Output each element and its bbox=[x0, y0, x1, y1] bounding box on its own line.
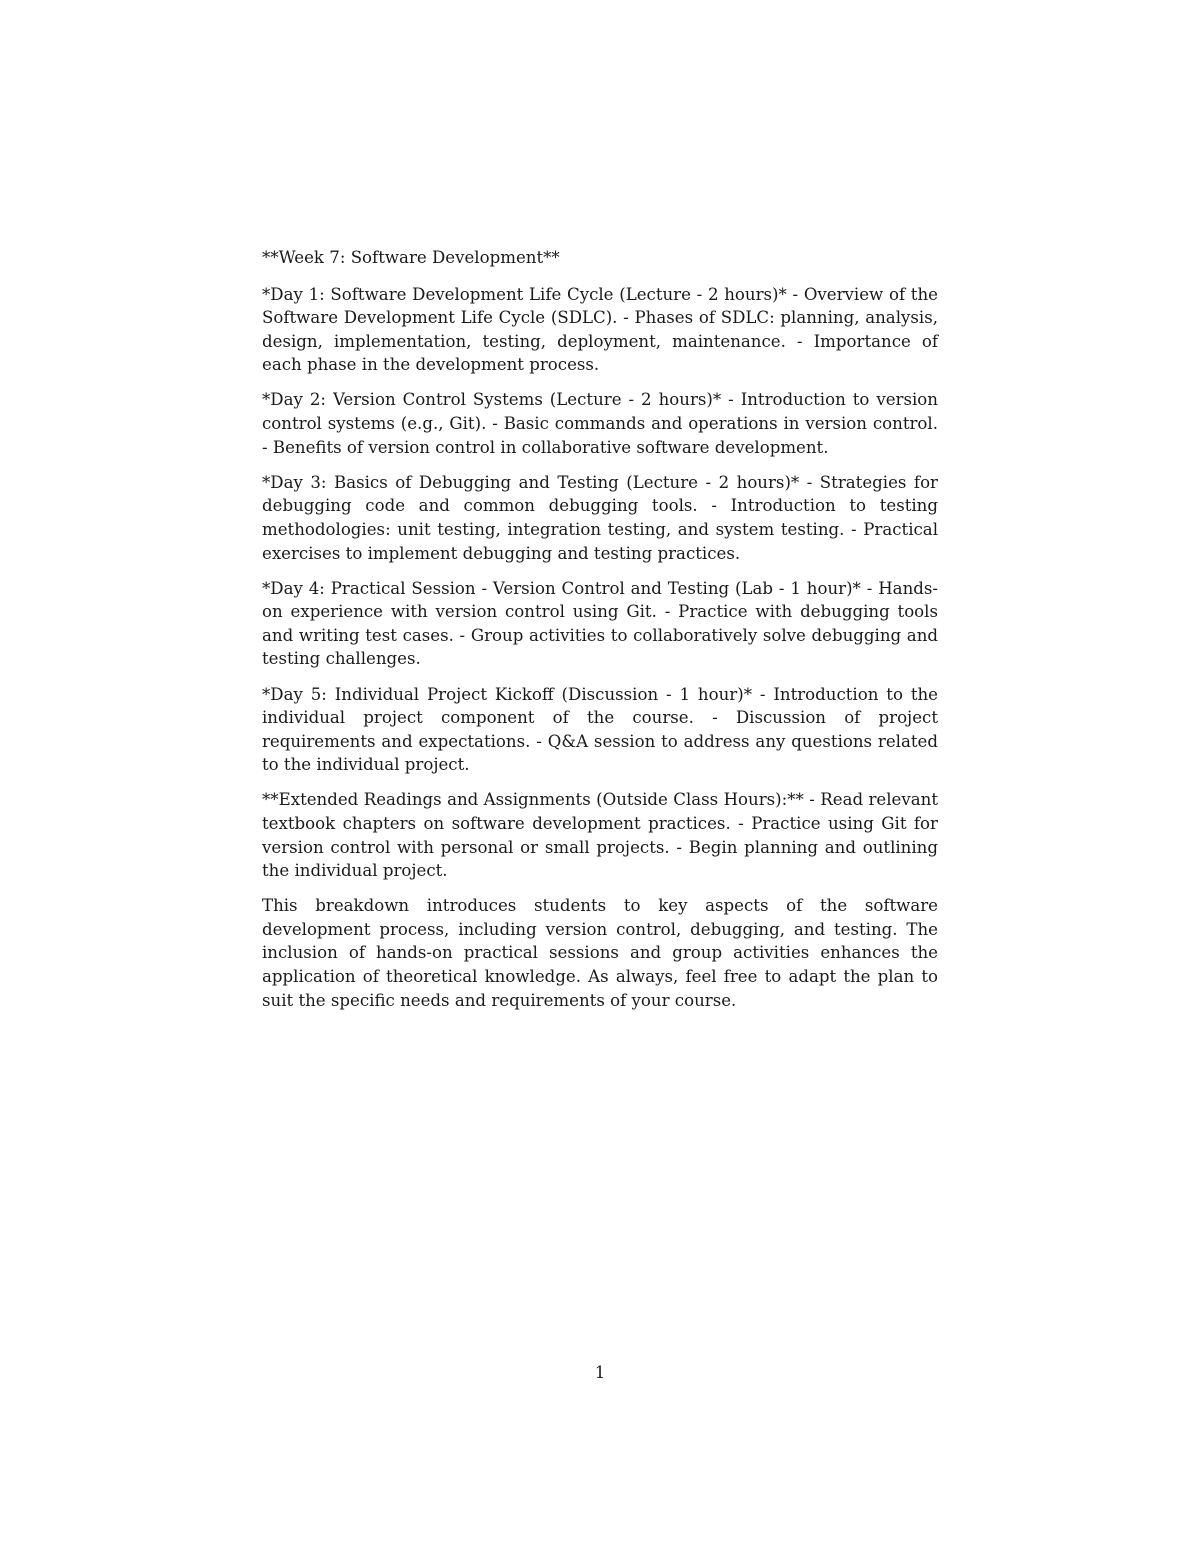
extended-readings-paragraph: **Extended Readings and Assignments (Outside Class Hours):** - Read relevant textbook chapters on software development practices. - Practice using Git for version control with personal or small projects. - Begin planning and outlining the individual project. bbox=[262, 790, 938, 881]
week-heading: **Week 7: Software Development** bbox=[262, 248, 560, 267]
page-number: 1 bbox=[594, 1363, 606, 1382]
day-5-paragraph: *Day 5: Individual Project Kickoff (Discussion - 1 hour)* - Introduction to the individual project component of the course. - Discussion of project requirements and expectations. - Q&A session to address any questions related to the individual project. bbox=[262, 684, 938, 775]
day-4-paragraph: *Day 4: Practical Session - Version Control and Testing (Lab - 1 hour)* - Hands-on experience with version control using Git. - Practice with debugging tools and writing test cases. - Group activities to collaboratively solve debugging and testing challenges. bbox=[262, 578, 938, 669]
day-3-paragraph: *Day 3: Basics of Debugging and Testing (Lecture - 2 hours)* - Strategies for debugging code and common debugging tools. - Introduction to testing methodologies: unit testing, integration testing, and system testing. - Practical exercises to implement debugging and testing practices. bbox=[262, 472, 938, 563]
summary-paragraph: This breakdown introduces students to key aspects of the software development process, including version control, debugging, and testing. The inclusion of hands-on practical sessions and group activities enhances the application of theoretical knowledge. As always, feel free to adapt the plan to suit the specific needs and requirements of your course. bbox=[262, 896, 938, 1010]
day-2-paragraph: *Day 2: Version Control Systems (Lecture - 2 hours)* - Introduction to version control systems (e.g., Git). - Basic commands and operations in version control. - Benefits of version control in collaborative software development. bbox=[262, 390, 938, 457]
day-1-paragraph: *Day 1: Software Development Life Cycle (Lecture - 2 hours)* - Overview of the Software Development Life Cycle (SDLC). - Phases of SDLC: planning, analysis, design, implementation, testing, deployment, maintenance. - Importance of each phase in the development process. bbox=[262, 284, 938, 375]
body-text bbox=[262, 246, 938, 1024]
